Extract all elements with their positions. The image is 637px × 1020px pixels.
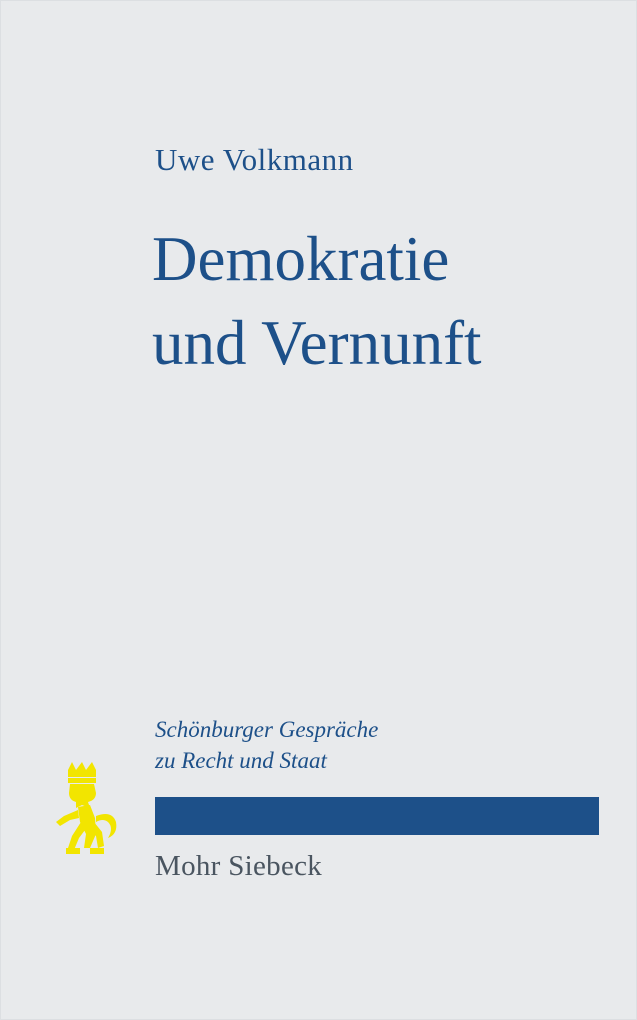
book-title bbox=[152, 218, 612, 386]
series-name-line-2: zu Recht und Staat bbox=[155, 748, 327, 774]
mohr-siebeck-lion-logo-icon bbox=[38, 760, 130, 870]
series-name-line-1: Schönburger Gespräche bbox=[155, 717, 379, 742]
publisher-name: Mohr Siebeck bbox=[155, 850, 323, 882]
book-title-line-1: Demokratie bbox=[152, 224, 450, 294]
decorative-blue-bar bbox=[155, 797, 599, 835]
series-name bbox=[155, 714, 575, 776]
book-title-line-2: und Vernunft bbox=[152, 307, 482, 378]
author-name: Uwe Volkmann bbox=[155, 142, 354, 177]
